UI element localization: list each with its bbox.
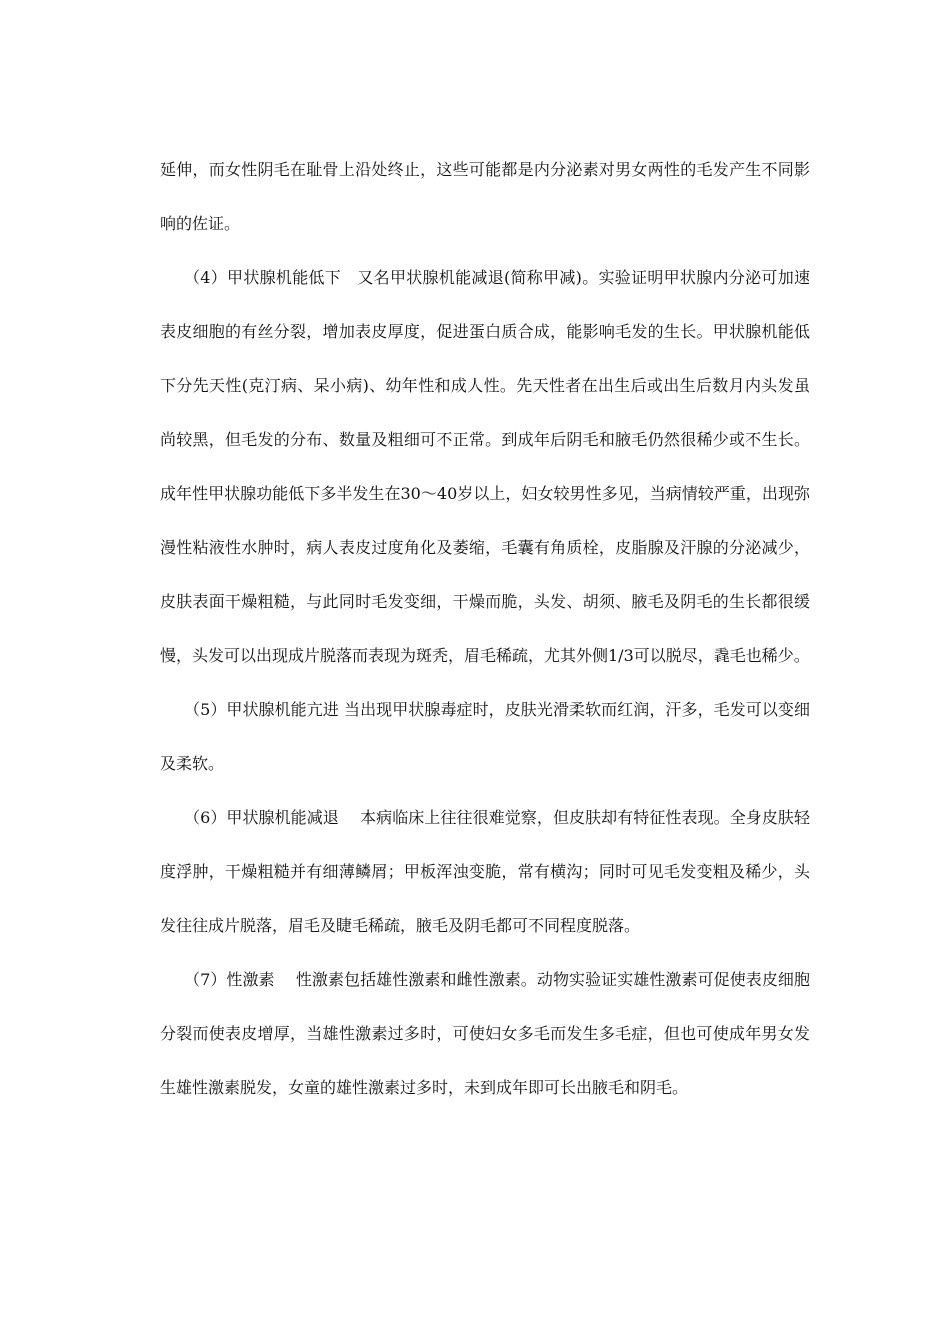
paragraph-hypothyroidism-skin: （6）甲状腺机能减退 本病临床上往往很难觉察，但皮肤却有特征性表现。全身皮肤轻度浮肿，干燥粗糙并有细薄鳞屑；甲板浑浊变脆，常有横沟；同时可见毛发变粗及稀少，头发往往成片脱落，眉毛及睫毛稀疏，腋毛及阴毛都可不同程度脱落。	[160, 808, 810, 935]
paragraph-hyperthyroidism: （5）甲状腺机能亢进 当出现甲状腺毒症时，皮肤光滑柔软而红润，汗多，毛发可以变细及柔软。	[160, 700, 810, 773]
paragraph-continuation: 延伸，而女性阴毛在耻骨上沿处终止，这些可能都是内分泌素对男女两性的毛发产生不同影响的佐证。	[160, 160, 810, 233]
body-text	[160, 143, 810, 1115]
paragraph-sex-hormones: （7）性激素 性激素包括雄性激素和雌性激素。动物实验证实雄性激素可促使表皮细胞分裂而使表皮增厚，当雄性激素过多时，可使妇女多毛而发生多毛症，但也可使成年男女发生雄性激素脱发，女童的雄性激素过多时，未到成年即可长出腋毛和阴毛。	[160, 970, 810, 1097]
paragraph-hypothyroidism: （4）甲状腺机能低下 又名甲状腺机能减退(简称甲减)。实验证明甲状腺内分泌可加速表皮细胞的有丝分裂，增加表皮厚度，促进蛋白质合成，能影响毛发的生长。甲状腺机能低下分先天性(克汀病、呆小病)、幼年性和成人性。先天性者在出生后或出生后数月内头发虽尚较黑，但毛发的分布、数量及粗细可不正常。到成年后阴毛和腋毛仍然很稀少或不生长。成年性甲状腺功能低下多半发生在30～40岁以上，妇女较男性多见，当病情较严重，出现弥漫性粘液性水肿时，病人表皮过度角化及萎缩，毛囊有角质栓，皮脂腺及汗腺的分泌减少，皮肤表面干燥粗糙，与此同时毛发变细，干燥而脆，头发、胡须、腋毛及阴毛的生长都很缓慢，头发可以出现成片脱落而表现为斑秃，眉毛稀疏，尤其外侧1/3可以脱尽，毳毛也稀少。	[160, 268, 810, 665]
